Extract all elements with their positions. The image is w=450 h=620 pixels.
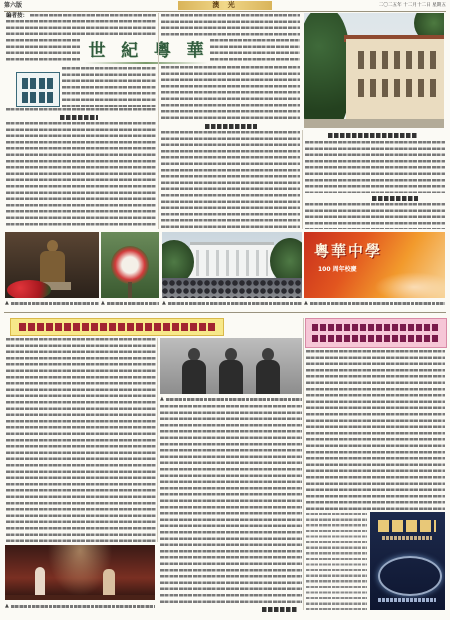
- editor-note-text: [6, 20, 156, 37]
- article-text-block: [161, 14, 300, 38]
- headline-glyphs: [19, 323, 215, 331]
- page-number: 第六版: [4, 2, 23, 9]
- headline-glyphs: [312, 324, 440, 331]
- feature-title-char: 世: [88, 41, 106, 61]
- poster-anniversary-text: 100 周年校慶: [318, 266, 357, 273]
- column-divider: [158, 13, 159, 229]
- photo-flowers: [7, 280, 51, 298]
- photo-caption: [101, 300, 159, 307]
- performer: [35, 567, 45, 597]
- advertisement[interactable]: [370, 512, 445, 610]
- photo-flower-arrangement: [101, 232, 159, 298]
- stage-floor: [5, 595, 155, 600]
- photo-trees: [304, 13, 350, 128]
- article-text-block: [161, 131, 300, 229]
- photo-caption: [160, 396, 302, 403]
- photo-statue: [5, 232, 99, 298]
- caption-marker: ▲: [160, 396, 164, 402]
- portrait-figure: [182, 348, 206, 394]
- photo-historical-portrait: [160, 338, 302, 394]
- section-masthead: 澳 光: [178, 1, 272, 10]
- right-article-headline: [305, 318, 447, 348]
- article-subheading: [60, 115, 98, 120]
- headline-glyphs: [312, 335, 440, 342]
- photo-ground: [304, 119, 444, 128]
- photo-stand: [128, 282, 132, 298]
- poster-school-name: 粵華中學: [314, 242, 383, 260]
- article-subheading: [328, 133, 418, 138]
- photo-windows: [352, 51, 440, 69]
- ad-footer: [378, 598, 436, 602]
- statue-body: [40, 251, 65, 285]
- section-divider: [4, 312, 446, 313]
- photo-crowd: [162, 278, 302, 298]
- article-text-block: [160, 405, 302, 603]
- article-text-block: [6, 122, 156, 229]
- editor-note-label: 編者按：: [6, 13, 29, 19]
- photo-caption: [5, 603, 155, 610]
- ad-light-ring: [378, 556, 442, 596]
- caption-marker: ▲: [5, 603, 9, 609]
- feature-title-char: 華: [186, 41, 204, 61]
- photo-flowers: [111, 246, 149, 284]
- column-divider: [302, 130, 303, 229]
- column-divider: [303, 318, 304, 610]
- caption-marker: ▲: [162, 300, 166, 306]
- title-ornament: [84, 62, 208, 64]
- portrait-figure: [219, 348, 243, 394]
- column-divider: [157, 338, 158, 542]
- photo-columns: [196, 250, 268, 276]
- column-badge: [16, 72, 60, 107]
- performer: [103, 569, 115, 597]
- article-text-block: [6, 39, 80, 64]
- article-subheading: [205, 124, 257, 129]
- ad-subline: [382, 536, 432, 540]
- photo-anniversary-poster: [304, 232, 445, 298]
- photo-group-visit: [162, 232, 302, 298]
- article-text-block: [6, 338, 156, 542]
- photo-stage-performance: [5, 545, 155, 600]
- article-text-block: [306, 513, 367, 610]
- article-text-block: [161, 66, 300, 122]
- article-text-block: [305, 141, 445, 193]
- article-text-block: [306, 350, 445, 510]
- photo-caption: [5, 300, 99, 307]
- issue-date: 二〇二五年 十二月十二日 星期五: [378, 3, 446, 8]
- feature-title: [84, 39, 208, 63]
- article-text-block: [210, 39, 300, 64]
- photo-caption: [162, 300, 302, 307]
- feature-title-char: 粵: [153, 41, 171, 61]
- feature-title-char: 紀: [121, 41, 139, 61]
- photo-windows: [352, 79, 440, 97]
- photo-historic-school-building: [304, 13, 444, 128]
- caption-marker: ▲: [304, 300, 308, 306]
- caption-marker: ▲: [101, 300, 105, 306]
- article-text-block: [62, 67, 156, 107]
- caption-marker: ▲: [5, 300, 9, 306]
- article-subheading: [372, 196, 418, 201]
- article-text-block: [305, 203, 445, 229]
- article-text-block: [6, 108, 156, 114]
- portrait-figure: [256, 348, 280, 394]
- exhibition-article-headline: [10, 318, 224, 336]
- photo-caption: [304, 300, 445, 307]
- ad-headline: [378, 520, 436, 532]
- poster-brush-stroke: [374, 272, 445, 298]
- author-byline: [262, 607, 298, 612]
- header-rule: [4, 11, 446, 12]
